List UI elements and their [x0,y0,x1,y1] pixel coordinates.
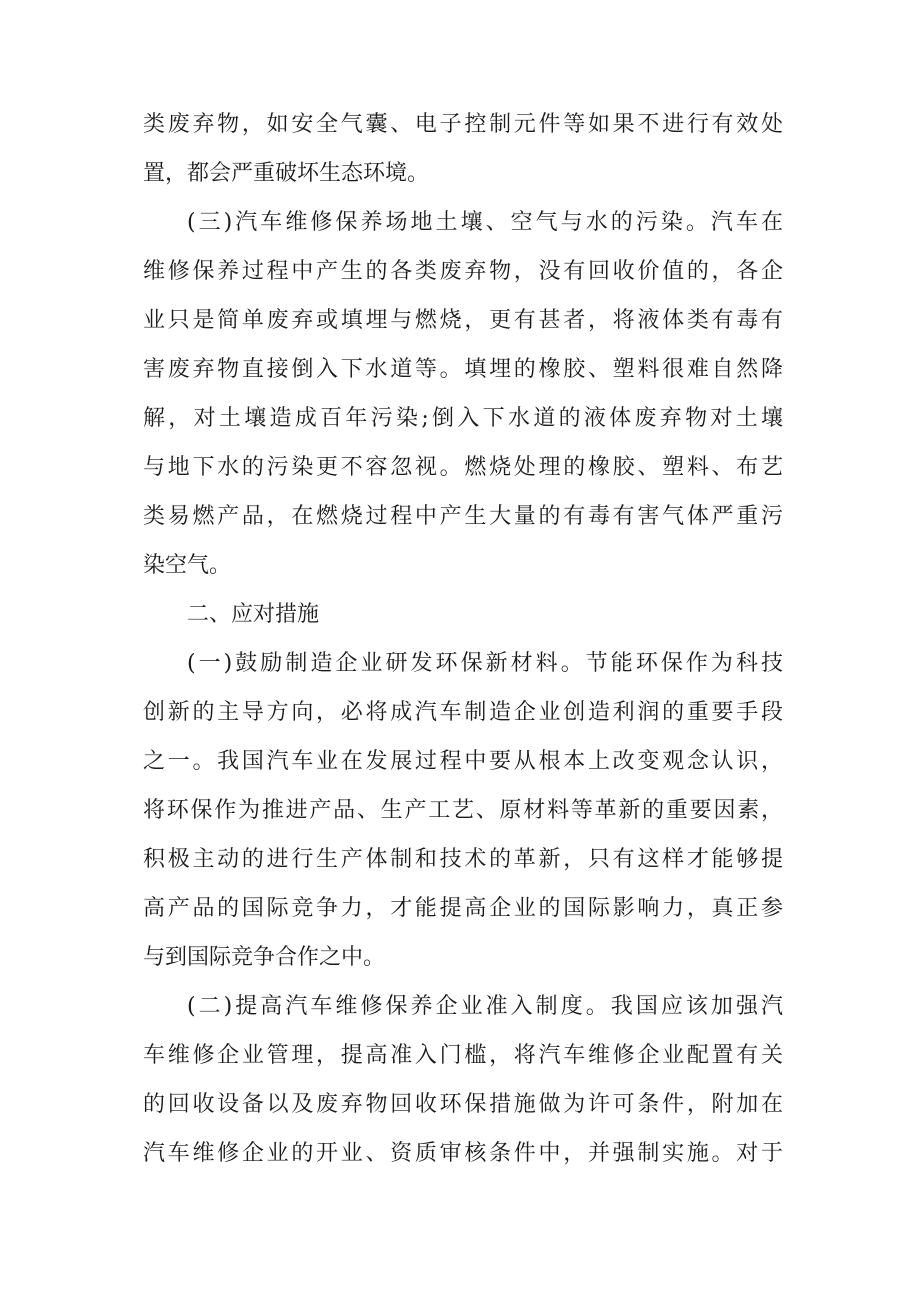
document-body [143,100,783,1178]
paragraph-line: 业只是简单废弃或填埋与燃烧，更有甚者，将液体类有毒有 [143,308,783,333]
paragraph-line: 置，都会严重破坏生态环境。 [143,161,430,186]
paragraph-line: 将环保作为推进产品、生产工艺、原材料等革新的重要因素， [143,798,783,823]
paragraph-line: 害废弃物直接倒入下水道等。填埋的橡胶、塑料很难自然降 [143,357,783,382]
paragraph-line: 与地下水的污染更不容忽视。燃烧处理的橡胶、塑料、布艺 [143,455,783,480]
paragraph-line: 类废弃物，如安全气囊、电子控制元件等如果不进行有效处 [143,112,783,137]
paragraph-line: 染空气。 [143,553,232,578]
paragraph-line: 汽车维修企业的开业、资质审核条件中，并强制实施。对于 [143,1141,783,1166]
paragraph-line: 积极主动的进行生产体制和技术的革新，只有这样才能够提 [143,847,783,872]
paragraph-line: (一)鼓励制造企业研发环保新材料。节能环保作为科技 [187,651,783,676]
paragraph-line: 类易燃产品，在燃烧过程中产生大量的有毒有害气体严重污 [143,504,783,529]
paragraph-line: (三)汽车维修保养场地土壤、空气与水的污染。汽车在 [187,210,783,235]
paragraph-line: 维修保养过程中产生的各类废弃物，没有回收价值的，各企 [143,259,783,284]
paragraph-line: 高产品的国际竞争力，才能提高企业的国际影响力，真正参 [143,896,783,921]
paragraph-line: 解，对土壤造成百年污染;倒入下水道的液体废弃物对土壤 [143,406,783,431]
paragraph-line: 的回收设备以及废弃物回收环保措施做为许可条件，附加在 [143,1092,783,1117]
section-heading: 二、应对措施 [187,602,320,627]
paragraph-line: 之一。我国汽车业在发展过程中要从根本上改变观念认识， [143,749,783,774]
paragraph-line: 与到国际竞争合作之中。 [143,945,386,970]
paragraph-line: 创新的主导方向，必将成汽车制造企业创造利润的重要手段 [143,700,783,725]
paragraph-line: 车维修企业管理，提高准入门槛，将汽车维修企业配置有关 [143,1043,783,1068]
paragraph-line: (二)提高汽车维修保养企业准入制度。我国应该加强汽 [187,994,783,1019]
